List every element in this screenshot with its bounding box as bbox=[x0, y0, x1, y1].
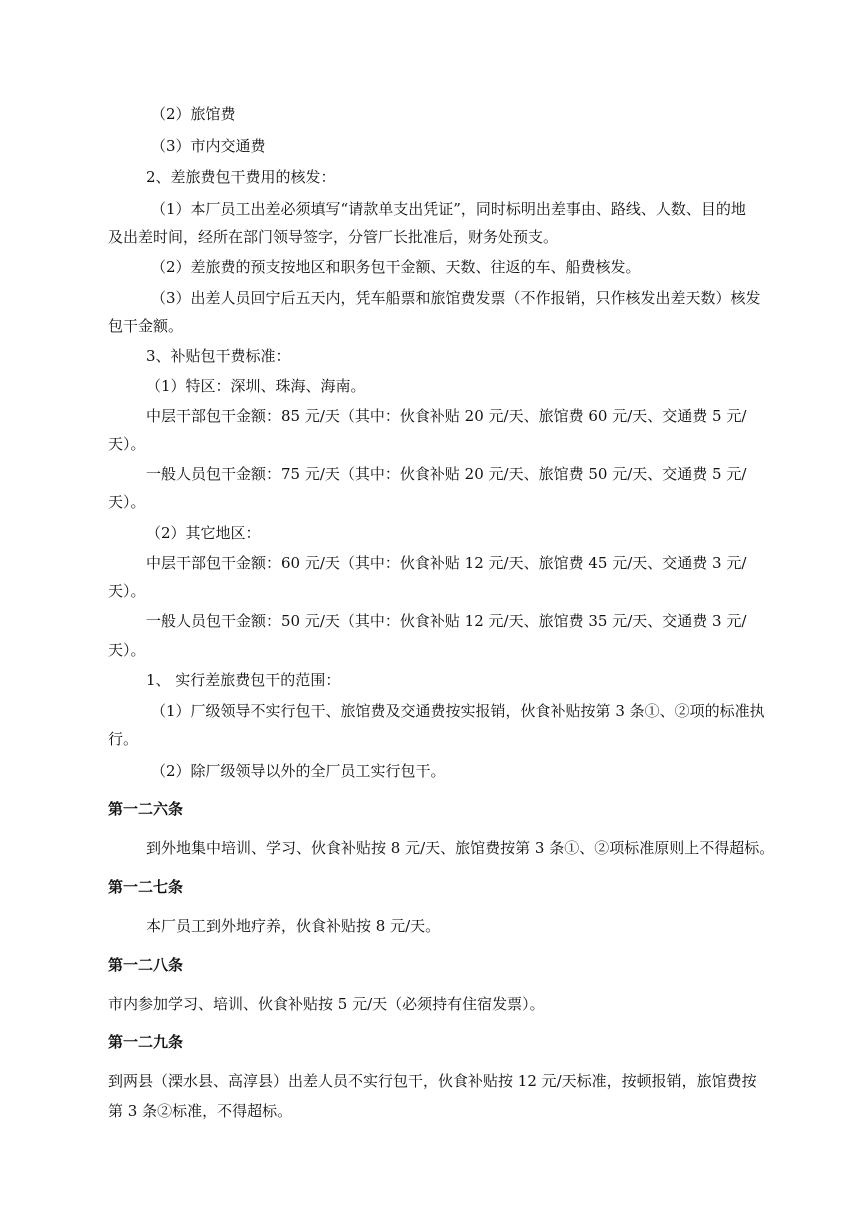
article-heading: 第一二九条 bbox=[108, 1033, 184, 1051]
text-line: 天）。 bbox=[108, 435, 146, 453]
text-line: 天）。 bbox=[108, 641, 146, 659]
text-line: 一般人员包干金额：50 元/天（其中：伙食补贴 12 元/天、旅馆费 35 元/天、交通费 3 元/ bbox=[146, 612, 747, 630]
text-line: （2）其它地区： bbox=[146, 524, 261, 542]
text-line: 到两县（溧水县、高淳县）出差人员不实行包干，伙食补贴按 12 元/天标准，按顿报销，旅馆费按 bbox=[108, 1072, 757, 1090]
text-line: （1）厂级领导不实行包干、旅馆费及交通费按实报销，伙食补贴按第 3 条①、②项的标准执 bbox=[151, 702, 765, 720]
text-line: （2）旅馆费 bbox=[151, 105, 236, 123]
text-line: 行。 bbox=[108, 730, 139, 748]
text-line: 2、差旅费包干费用的核发： bbox=[146, 168, 336, 186]
text-line: 1、 实行差旅费包干的范围： bbox=[146, 671, 341, 689]
text-line: （2）差旅费的预支按地区和职务包干金额、天数、往返的车、船费核发。 bbox=[151, 258, 641, 276]
text-line: 中层干部包干金额：60 元/天（其中：伙食补贴 12 元/天、旅馆费 45 元/天、交通费 3 元/ bbox=[146, 554, 747, 572]
text-line: 中层干部包干金额：85 元/天（其中：伙食补贴 20 元/天、旅馆费 60 元/天、交通费 5 元/ bbox=[146, 407, 747, 425]
text-line: 一般人员包干金额：75 元/天（其中：伙食补贴 20 元/天、旅馆费 50 元/天、交通费 5 元/ bbox=[146, 465, 747, 483]
text-line: （3）出差人员回宁后五天内，凭车船票和旅馆费发票（不作报销，只作核发出差天数）核发 bbox=[151, 289, 761, 307]
article-heading: 第一二七条 bbox=[108, 878, 184, 896]
text-line: 天）。 bbox=[108, 582, 146, 600]
text-line: （3）市内交通费 bbox=[151, 137, 266, 155]
text-line: 包干金额。 bbox=[108, 317, 184, 335]
text-line: 市内参加学习、培训、伙食补贴按 5 元/天（必须持有住宿发票）。 bbox=[108, 995, 545, 1013]
text-line: 天）。 bbox=[108, 493, 146, 511]
text-line: （1）本厂员工出差必须填写“请款单支出凭证”，同时标明出差事由、路线、人数、目的地 bbox=[151, 200, 746, 218]
text-line: 3、补贴包干费标准： bbox=[146, 347, 291, 365]
text-line: 本厂员工到外地疗养，伙食补贴按 8 元/天。 bbox=[146, 917, 441, 935]
text-line: （1）特区：深圳、珠海、海南。 bbox=[146, 377, 366, 395]
text-line: 及出差时间，经所在部门领导签字，分管厂长批准后，财务处预支。 bbox=[108, 228, 559, 246]
article-heading: 第一二六条 bbox=[108, 800, 184, 818]
text-line: 第 3 条②标准，不得超标。 bbox=[108, 1102, 293, 1120]
article-heading: 第一二八条 bbox=[108, 956, 184, 974]
text-line: （2）除厂级领导以外的全厂员工实行包干。 bbox=[151, 762, 446, 780]
text-line: 到外地集中培训、学习、伙食补贴按 8 元/天、旅馆费按第 3 条①、②项标准原则上不得超标。 bbox=[146, 839, 775, 857]
